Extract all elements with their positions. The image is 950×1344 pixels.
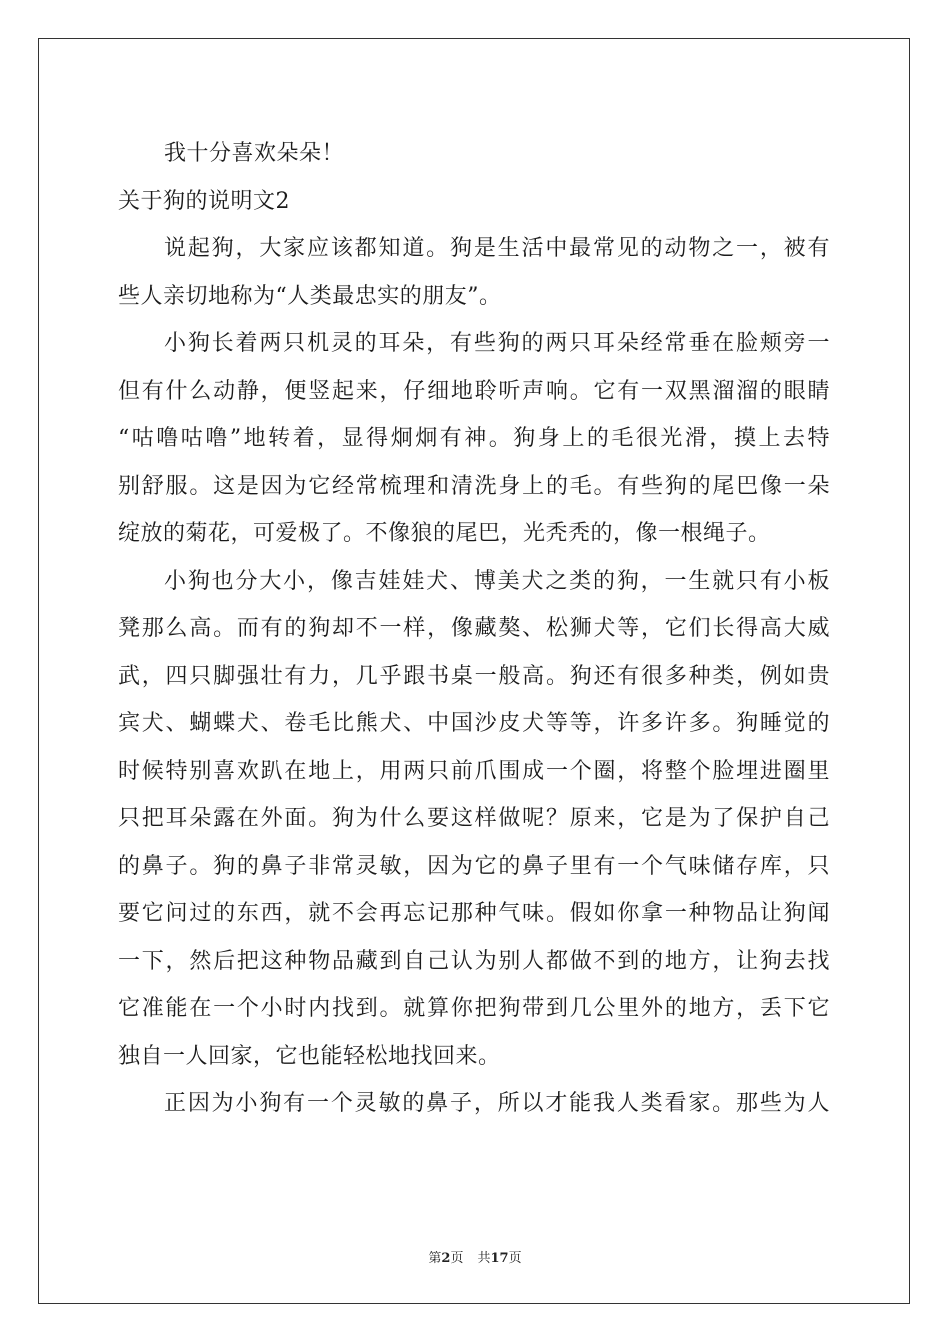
page-footer <box>0 1247 950 1266</box>
footer-page-prefix: 第 <box>428 1251 442 1266</box>
text-line: 宾犬、蝴蝶犬、卷毛比熊犬、中国沙皮犬等等，许多许多。狗睡觉的 <box>118 711 830 736</box>
text-line: 只把耳朵露在外面。狗为什么要这样做呢？原来，它是为了保护自己 <box>118 806 830 831</box>
text-line: 要它问过的东西，就不会再忘记那种气味。假如你拿一种物品让狗闻 <box>118 901 830 926</box>
text-line: “咕噜咕噜”地转着，显得炯炯有神。狗身上的毛很光滑，摸上去特 <box>118 426 830 451</box>
text-line: 它准能在一个小时内找到。就算你把狗带到几公里外的地方，丢下它 <box>118 996 830 1021</box>
footer-current-page: 2 <box>441 1251 451 1266</box>
footer-total-pages: 17 <box>490 1251 509 1266</box>
text-line: 独自一人回家，它也能轻松地找回来。 <box>118 1043 501 1069</box>
text-line: 但有什么动静，便竖起来，仔细地聆听声响。它有一双黑溜溜的眼睛 <box>118 378 830 404</box>
text-line: 我十分喜欢朵朵！ <box>164 141 345 166</box>
text-line: 的鼻子。狗的鼻子非常灵敏，因为它的鼻子里有一个气味储存库，只 <box>118 853 830 879</box>
text-line: 小狗长着两只机灵的耳朵，有些狗的两只耳朵经常垂在脸颊旁一 <box>164 331 830 356</box>
text-line: 说起狗，大家应该都知道。狗是生活中最常见的动物之一，被有 <box>164 236 830 261</box>
text-line: 些人亲切地称为“人类最忠实的朋友”。 <box>118 283 502 309</box>
text-line: 关于狗的说明文2 <box>118 188 290 214</box>
text-line: 一下，然后把这种物品藏到自己认为别人都做不到的地方，让狗去找 <box>118 948 830 974</box>
footer-page-unit: 页 <box>450 1251 464 1266</box>
text-line: 凳那么高。而有的狗却不一样，像藏獒、松狮犬等，它们长得高大威 <box>118 616 830 641</box>
footer-total-unit: 页 <box>508 1251 522 1266</box>
text-line: 武，四只脚强壮有力，几乎跟书桌一般高。狗还有很多种类，例如贵 <box>118 663 830 689</box>
document-body <box>118 130 830 1128</box>
text-line: 别舒服。这是因为它经常梳理和清洗身上的毛。有些狗的尾巴像一朵 <box>118 473 830 499</box>
text-line: 绽放的菊花，可爱极了。不像狼的尾巴，光秃秃的，像一根绳子。 <box>118 521 771 546</box>
text-line: 小狗也分大小，像吉娃娃犬、博美犬之类的狗，一生就只有小板 <box>164 568 830 594</box>
text-line: 时候特别喜欢趴在地上，用两只前爪围成一个圈，将整个脸埋进圈里 <box>118 758 830 784</box>
footer-total-prefix: 共 <box>477 1251 491 1266</box>
text-line: 正因为小狗有一个灵敏的鼻子，所以才能我人类看家。那些为人 <box>164 1091 830 1116</box>
